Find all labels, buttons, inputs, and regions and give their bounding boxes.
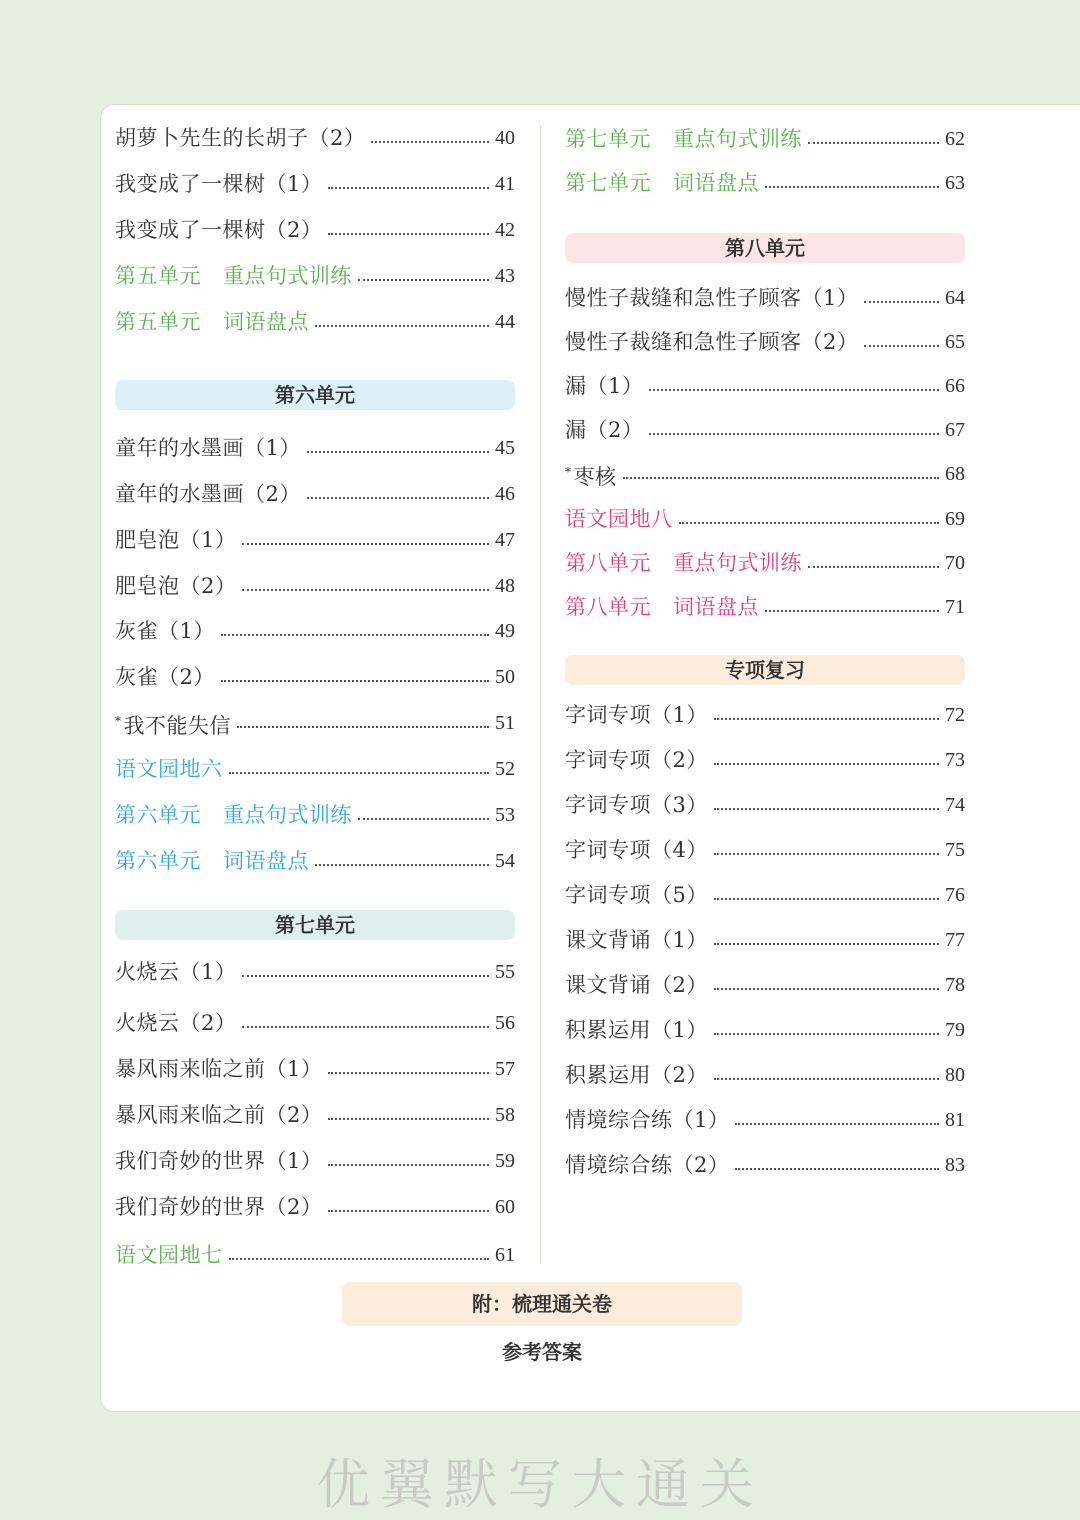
page-number: 49: [495, 620, 515, 642]
entry-title: [565, 925, 708, 955]
dot-leader: [735, 1123, 939, 1125]
entry-title-text: 火烧云（2）: [115, 1011, 237, 1035]
entry-title: [115, 846, 309, 876]
dot-leader: [714, 1033, 939, 1035]
dot-leader: [229, 1258, 490, 1260]
entry-title: [565, 327, 858, 357]
entry-title-text: 字词专项（1）: [565, 703, 708, 727]
dot-leader: [714, 943, 939, 945]
page-number: 63: [945, 172, 965, 194]
entry-title: [565, 415, 643, 445]
toc-entry[interactable]: [565, 283, 965, 313]
column-divider: [540, 126, 541, 1264]
dot-leader: [714, 763, 939, 765]
unit-heading: 专项复习: [565, 655, 965, 685]
entry-title: [565, 1015, 708, 1045]
page-number: 43: [495, 265, 515, 287]
dot-leader: [714, 853, 939, 855]
dot-leader: [679, 522, 940, 524]
dot-leader: [328, 233, 489, 235]
entry-title: [115, 525, 236, 555]
entry-title: [565, 457, 617, 492]
dot-leader: [735, 1168, 939, 1170]
entry-title-text: 灰雀（1）: [115, 619, 215, 643]
page-number: 54: [495, 850, 515, 872]
entry-title: [115, 706, 231, 741]
entry-title: [115, 169, 322, 199]
page-number: 71: [945, 596, 965, 618]
toc-entry[interactable]: [115, 754, 515, 784]
page-number: 72: [945, 704, 965, 726]
page-number: 57: [495, 1058, 515, 1080]
entry-title-text: 重点句式训练: [673, 127, 802, 151]
entry-title-text: 情境综合练（2）: [565, 1153, 730, 1177]
entry-title-text: 漏（2）: [565, 418, 644, 442]
entry-title: [115, 261, 352, 291]
entry-title: [565, 790, 708, 820]
toc-entry[interactable]: [115, 800, 515, 830]
entry-title: [565, 1060, 708, 1090]
toc-entry[interactable]: [115, 123, 515, 153]
dot-leader: [237, 726, 489, 728]
page-number: 65: [945, 331, 965, 353]
page-number: 67: [945, 419, 965, 441]
toc-entry[interactable]: [565, 504, 965, 534]
page-number: 66: [945, 375, 965, 397]
toc-entry[interactable]: [565, 168, 965, 198]
page-number: 61: [495, 1244, 515, 1266]
entry-title-text: 童年的水墨画（2）: [115, 482, 301, 506]
toc-entry[interactable]: [115, 169, 515, 199]
entry-title: [115, 957, 236, 987]
page-number: 83: [945, 1154, 965, 1176]
dot-leader: [358, 279, 489, 281]
entry-unit: 第八单元: [565, 551, 651, 575]
answers-link[interactable]: 参考答案: [502, 1340, 582, 1364]
page-number: 56: [495, 1012, 515, 1034]
dot-leader: [714, 718, 939, 720]
page-number: 44: [495, 311, 515, 333]
toc-entry[interactable]: [115, 708, 515, 738]
toc-entry[interactable]: [565, 835, 965, 865]
page-number: 42: [495, 219, 515, 241]
page-number: 62: [945, 128, 965, 150]
entry-title-text: 暴风雨来临之前（2）: [115, 1103, 323, 1127]
entry-title-text: 语文园地八: [565, 507, 673, 531]
entry-title-text: 重点句式训练: [223, 803, 352, 827]
entry-title: [115, 1100, 322, 1130]
page-number: 73: [945, 749, 965, 771]
entry-title-text: 词语盘点: [223, 310, 309, 334]
star-mark: *: [565, 464, 572, 479]
dot-leader: [307, 451, 489, 453]
dot-leader: [808, 142, 939, 144]
toc-entry[interactable]: [565, 327, 965, 357]
page-number: 64: [945, 287, 965, 309]
toc-entry[interactable]: [115, 571, 515, 601]
entry-title-text: 我不能失信: [123, 713, 231, 738]
toc-entry[interactable]: [115, 479, 515, 509]
entry-title: [115, 616, 215, 646]
page-number: 50: [495, 666, 515, 688]
dot-leader: [371, 141, 489, 143]
entry-title-text: 童年的水墨画（1）: [115, 436, 301, 460]
entry-title: [115, 433, 301, 463]
toc-entry[interactable]: [115, 846, 515, 876]
dot-leader: [242, 975, 489, 977]
page-number: 80: [945, 1064, 965, 1086]
entry-title-text: 字词专项（5）: [565, 883, 708, 907]
page-number: 68: [945, 463, 965, 485]
toc-entry[interactable]: [565, 371, 965, 401]
entry-title: [565, 1150, 729, 1180]
page-number: 48: [495, 575, 515, 597]
entry-unit: 第七单元: [565, 127, 651, 151]
entry-title: [115, 307, 309, 337]
unit-heading: 第八单元: [565, 233, 965, 263]
dot-leader: [714, 1078, 939, 1080]
entry-title-text: 肥皂泡（1）: [115, 528, 237, 552]
entry-unit: 第五单元: [115, 264, 201, 288]
dot-leader: [328, 187, 489, 189]
dot-leader: [221, 680, 489, 682]
dot-leader: [649, 433, 939, 435]
entry-unit: 第八单元: [565, 595, 651, 619]
entry-title: [565, 548, 802, 578]
toc-entry[interactable]: [115, 1100, 515, 1130]
entry-title-text: 我变成了一棵树（1）: [115, 172, 323, 196]
entry-title: [115, 215, 322, 245]
dot-leader: [328, 1164, 489, 1166]
entry-unit: 第六单元: [115, 803, 201, 827]
entry-title-text: 词语盘点: [223, 849, 309, 873]
entry-title: [115, 800, 352, 830]
page-number: 76: [945, 884, 965, 906]
entry-title-text: 肥皂泡（2）: [115, 574, 237, 598]
dot-leader: [315, 325, 489, 327]
entry-title-text: 火烧云（1）: [115, 960, 237, 984]
entry-title-text: 重点句式训练: [673, 551, 802, 575]
toc-entry[interactable]: [115, 662, 515, 692]
dot-leader: [328, 1118, 489, 1120]
toc-entry[interactable]: [115, 616, 515, 646]
dot-leader: [864, 301, 939, 303]
page-number: 51: [495, 712, 515, 734]
dot-leader: [242, 589, 489, 591]
entry-title-text: 语文园地六: [115, 757, 223, 781]
entry-title: [115, 1054, 322, 1084]
page-number: 78: [945, 974, 965, 996]
entry-title: [565, 504, 673, 534]
entry-title-text: 积累运用（1）: [565, 1018, 708, 1042]
toc-entry[interactable]: [565, 880, 965, 910]
dot-leader: [242, 1026, 489, 1028]
dot-leader: [358, 818, 489, 820]
dot-leader: [714, 898, 939, 900]
entry-title: [565, 1105, 729, 1135]
entry-title-text: 重点句式训练: [223, 264, 352, 288]
entry-title-text: 胡萝卜先生的长胡子（2）: [115, 126, 366, 150]
entry-title: [565, 592, 759, 622]
dot-leader: [221, 634, 489, 636]
dot-leader: [649, 389, 939, 391]
toc-entry[interactable]: [115, 1008, 515, 1038]
toc-entry[interactable]: [115, 1192, 515, 1222]
dot-leader: [714, 988, 939, 990]
toc-entry[interactable]: [115, 433, 515, 463]
dot-leader: [229, 772, 490, 774]
entry-title-text: 漏（1）: [565, 374, 644, 398]
entry-title: [115, 1192, 322, 1222]
entry-title: [115, 1240, 223, 1270]
page-number: 81: [945, 1109, 965, 1131]
entry-title: [565, 880, 708, 910]
entry-title-text: 字词专项（4）: [565, 838, 708, 862]
entry-title-text: 暴风雨来临之前（1）: [115, 1057, 323, 1081]
star-mark: *: [115, 713, 122, 728]
entry-title-text: 枣核: [573, 464, 617, 489]
entry-title: [565, 970, 708, 1000]
unit-heading: 第六单元: [115, 380, 515, 410]
page-number: 74: [945, 794, 965, 816]
toc-entry[interactable]: [565, 700, 965, 730]
toc-entry[interactable]: [565, 592, 965, 622]
unit-heading: 第七单元: [115, 910, 515, 940]
toc-entry[interactable]: [115, 307, 515, 337]
toc-entry[interactable]: [565, 459, 965, 489]
toc-entry[interactable]: [565, 1150, 965, 1180]
entry-title: [115, 571, 236, 601]
entry-title-text: 慢性子裁缝和急性子顾客（1）: [565, 286, 859, 310]
toc-entry[interactable]: [565, 790, 965, 820]
toc-entry[interactable]: [565, 548, 965, 578]
entry-title-text: 我们奇妙的世界（1）: [115, 1149, 323, 1173]
page-number: 46: [495, 483, 515, 505]
entry-title-text: 课文背诵（1）: [565, 928, 708, 952]
toc-entry[interactable]: [115, 1240, 515, 1270]
toc-entry[interactable]: [115, 1054, 515, 1084]
toc-entry[interactable]: [565, 745, 965, 775]
appendix-heading[interactable]: 附：梳理通关卷: [342, 1282, 742, 1326]
page-number: 52: [495, 758, 515, 780]
entry-unit: 第六单元: [115, 849, 201, 873]
toc-entry[interactable]: [565, 124, 965, 154]
dot-leader: [242, 543, 489, 545]
entry-title: [565, 124, 802, 154]
entry-title: [565, 835, 708, 865]
toc-entry[interactable]: [115, 215, 515, 245]
entry-title: [115, 1008, 236, 1038]
page-number: 53: [495, 804, 515, 826]
page-number: 58: [495, 1104, 515, 1126]
toc-entry[interactable]: [565, 1015, 965, 1045]
entry-title: [565, 745, 708, 775]
page-number: 59: [495, 1150, 515, 1172]
entry-title: [115, 1146, 322, 1176]
watermark: 优翼默写大通关: [316, 1453, 764, 1516]
toc-entry[interactable]: [565, 1060, 965, 1090]
entry-title-text: 字词专项（2）: [565, 748, 708, 772]
dot-leader: [765, 610, 939, 612]
page-number: 69: [945, 508, 965, 530]
entry-title: [565, 371, 643, 401]
page-number: 70: [945, 552, 965, 574]
entry-title-text: 积累运用（2）: [565, 1063, 708, 1087]
entry-unit: 第五单元: [115, 310, 201, 334]
entry-title-text: 情境综合练（1）: [565, 1108, 730, 1132]
page-number: 41: [495, 173, 515, 195]
page-number: 55: [495, 961, 515, 983]
entry-title-text: 字词专项（3）: [565, 793, 708, 817]
page-number: 75: [945, 839, 965, 861]
page-number: 45: [495, 437, 515, 459]
entry-title-text: 语文园地七: [115, 1243, 223, 1267]
toc-entry[interactable]: [115, 1146, 515, 1176]
entry-title-text: 我变成了一棵树（2）: [115, 218, 323, 242]
entry-title: [565, 283, 858, 313]
toc-entry[interactable]: [115, 261, 515, 291]
page-number: 47: [495, 529, 515, 551]
page-number: 77: [945, 929, 965, 951]
page-number: 79: [945, 1019, 965, 1041]
dot-leader: [808, 566, 939, 568]
dot-leader: [328, 1210, 489, 1212]
entry-title-text: 课文背诵（2）: [565, 973, 708, 997]
dot-leader: [315, 864, 489, 866]
dot-leader: [623, 477, 940, 479]
toc-entry[interactable]: [565, 415, 965, 445]
dot-leader: [765, 186, 939, 188]
toc-entry[interactable]: [565, 970, 965, 1000]
entry-unit: 第七单元: [565, 171, 651, 195]
entry-title: [115, 479, 301, 509]
toc-entry[interactable]: [115, 957, 515, 987]
dot-leader: [864, 345, 939, 347]
dot-leader: [307, 497, 489, 499]
entry-title-text: 灰雀（2）: [115, 665, 215, 689]
entry-title: [565, 168, 759, 198]
page-number: 60: [495, 1196, 515, 1218]
entry-title: [115, 123, 365, 153]
toc-entry[interactable]: [115, 525, 515, 555]
entry-title-text: 词语盘点: [673, 595, 759, 619]
entry-title: [115, 662, 215, 692]
entry-title-text: 慢性子裁缝和急性子顾客（2）: [565, 330, 859, 354]
entry-title-text: 我们奇妙的世界（2）: [115, 1195, 323, 1219]
entry-title: [565, 700, 708, 730]
dot-leader: [328, 1072, 489, 1074]
toc-entry[interactable]: [565, 925, 965, 955]
toc-entry[interactable]: [565, 1105, 965, 1135]
entry-title-text: 词语盘点: [673, 171, 759, 195]
dot-leader: [714, 808, 939, 810]
entry-title: [115, 754, 223, 784]
page-number: 40: [495, 127, 515, 149]
